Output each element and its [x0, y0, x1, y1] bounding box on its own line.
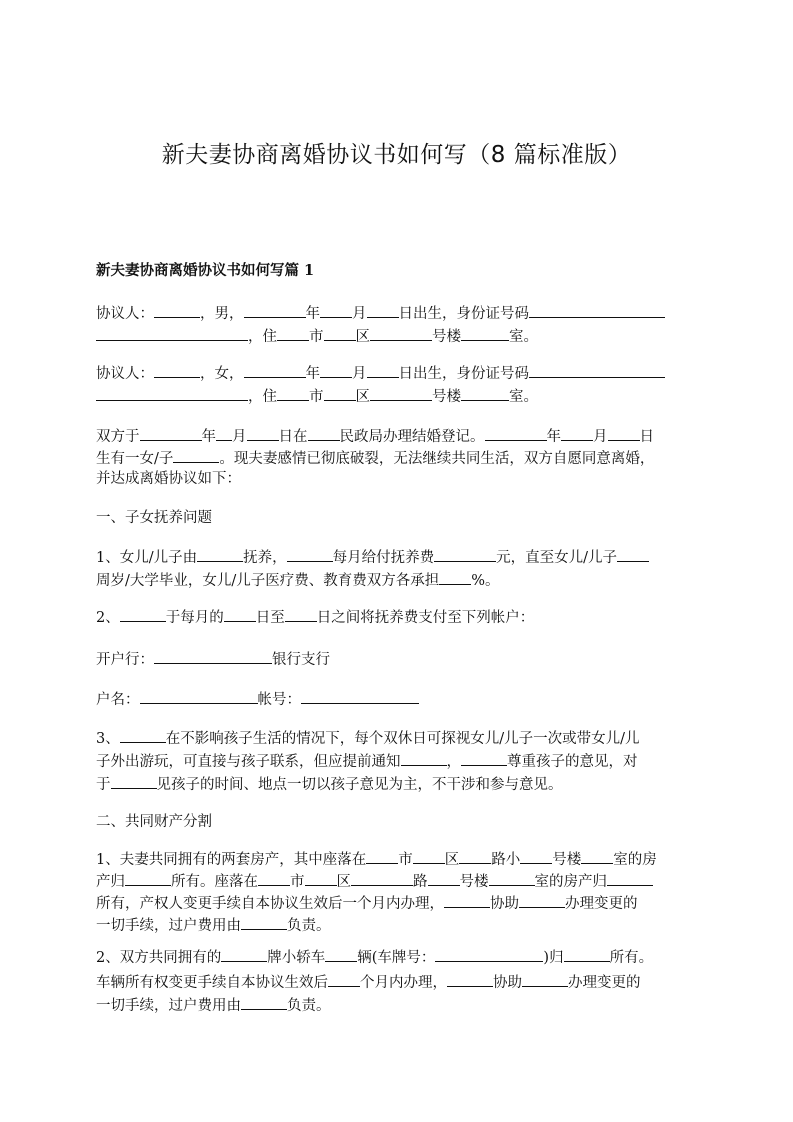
marriage-line2: 生有一女/子 。现夫妻感情已彻底破裂，无法继续共同生活，双方自愿同意离婚，: [96, 447, 654, 469]
child1-line2: 周岁/大学毕业，女儿/儿子医疗费、教育费双方各承担 %。: [96, 569, 500, 591]
blank: [564, 946, 610, 962]
blank: [96, 325, 248, 341]
blank: [120, 606, 166, 622]
child3-line3: 于 见孩子的时间、地点一切以孩子意见为主，不干涉和参与意见。: [96, 773, 563, 795]
blank: [522, 971, 568, 987]
child1-line1: 1、女儿/儿子由 抚养， 每月给付抚养费 元，直至女儿/儿子: [96, 546, 649, 568]
blank: [324, 325, 356, 341]
blank: [247, 425, 279, 441]
blank: [125, 870, 171, 886]
blank: [435, 946, 543, 962]
heading-child-support: 一、子女抚养问题: [96, 510, 212, 526]
blank: [461, 750, 507, 766]
blank: [244, 362, 306, 378]
blank: [258, 870, 290, 886]
heading-property: 二、共同财产分割: [96, 814, 212, 830]
blank: [96, 385, 248, 401]
blank: [401, 750, 447, 766]
blank: [325, 946, 357, 962]
prop1-line1: 1、夫妻共同拥有的两套房产，其中座落在 市 区 路小 号楼 室的房: [96, 848, 657, 870]
blank: [285, 606, 317, 622]
blank: [351, 870, 413, 886]
blank: [320, 302, 352, 318]
blank: [140, 425, 202, 441]
section-heading: 新夫妻协商离婚协议书如何写篇 1: [96, 262, 315, 279]
blank: [366, 848, 398, 864]
blank: [489, 870, 535, 886]
blank: [244, 302, 306, 318]
blank: [561, 425, 593, 441]
blank: [301, 688, 419, 704]
blank: [459, 848, 491, 864]
blank: [277, 325, 309, 341]
party2-line1: 协议人： ，女， 年 月 日出生，身份证号码: [96, 362, 665, 384]
blank: [428, 870, 460, 886]
blank: [120, 727, 166, 743]
blank: [367, 302, 399, 318]
prop1-line4: 一切手续，过户费用由 负责。: [96, 914, 331, 936]
prop2-line2: 车辆所有权变更手续自本协议生效后 个月内办理， 协助 办理变更的: [96, 971, 641, 993]
blank: [461, 325, 509, 341]
prop2-line3: 一切手续，过户费用由 负责。: [96, 994, 331, 1016]
blank: [461, 385, 509, 401]
child2-line1: 2、 于每月的 日至 日之间将抚养费支付至下列帐户：: [96, 606, 534, 628]
blank: [439, 569, 471, 585]
blank: [434, 546, 496, 562]
party1-line2: ，住 市 区 号楼 室。: [96, 325, 538, 347]
blank: [277, 385, 309, 401]
marriage-line1: 双方于 年 月 日在 民政局办理结婚登记。 年 月 日: [96, 425, 654, 447]
party2-line2: ，住 市 区 号楼 室。: [96, 385, 538, 407]
blank: [221, 946, 267, 962]
blank: [154, 302, 200, 318]
blank: [485, 425, 547, 441]
blank: [328, 971, 360, 987]
blank: [447, 971, 493, 987]
prop1-line2: 产归 所有。座落在 市 区 路 号楼 室的房产归: [96, 870, 653, 892]
blank: [154, 362, 200, 378]
child3-line1: 3、 在不影响孩子生活的情况下，每个双休日可探视女儿/儿子一次或带女儿/儿: [96, 727, 640, 749]
marriage-line3: 并达成离婚协议如下：: [96, 471, 241, 487]
blank: [324, 385, 356, 401]
blank: [520, 848, 552, 864]
prop2-line1: 2、双方共同拥有的 牌小轿车 辆(车牌号： )归 所有。: [96, 946, 653, 968]
blank: [224, 606, 256, 622]
blank: [529, 302, 665, 318]
blank: [287, 546, 333, 562]
blank: [519, 892, 565, 908]
blank: [140, 688, 258, 704]
blank: [370, 385, 432, 401]
account-line: 户名： 帐号：: [96, 688, 419, 710]
blank: [608, 425, 640, 441]
blank: [413, 848, 445, 864]
prop1-line3: 所有，产权人变更手续自本协议生效后一个月内办理， 协助 办理变更的: [96, 892, 638, 914]
blank: [529, 362, 665, 378]
blank: [444, 892, 490, 908]
blank: [197, 546, 243, 562]
blank: [370, 325, 432, 341]
blank: [111, 773, 157, 789]
blank: [308, 425, 340, 441]
blank: [154, 648, 272, 664]
blank: [241, 914, 287, 930]
child3-line2: 子外出游玩，可直接与孩子联系，但应提前通知 ， 尊重孩子的意见，对: [96, 750, 638, 772]
blank: [216, 425, 232, 441]
document-title: 新夫妻协商离婚协议书如何写（8 篇标准版）: [161, 142, 632, 168]
blank: [581, 848, 613, 864]
party1-line1: 协议人： ，男， 年 月 日出生，身份证号码: [96, 302, 665, 324]
blank: [305, 870, 337, 886]
blank: [173, 447, 219, 463]
blank: [607, 870, 653, 886]
blank: [320, 362, 352, 378]
blank: [617, 546, 649, 562]
blank: [367, 362, 399, 378]
blank: [241, 994, 287, 1010]
bank-line: 开户行： 银行支行: [96, 648, 330, 670]
